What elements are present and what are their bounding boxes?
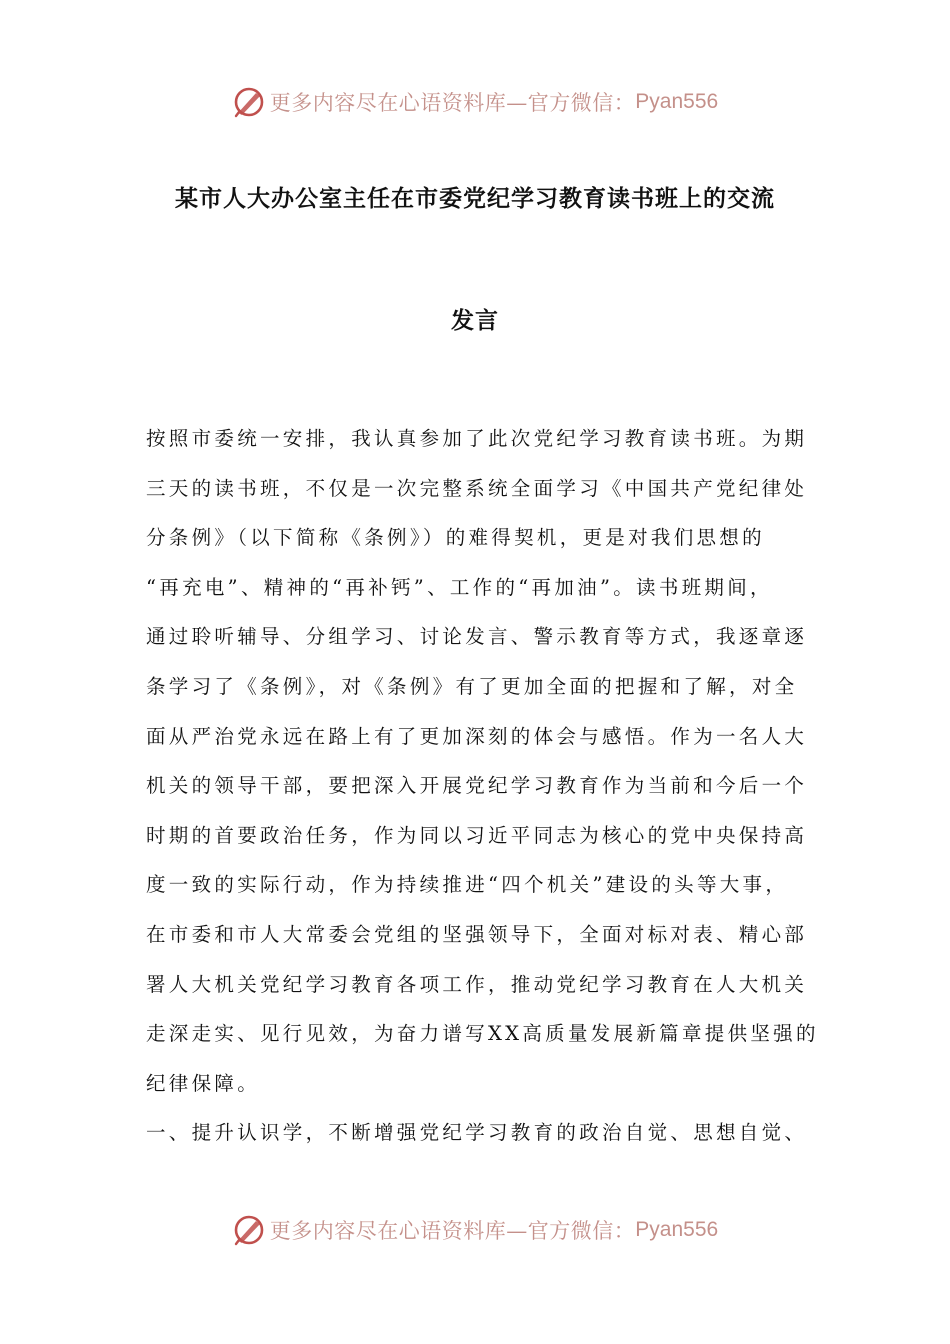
- body-line: 条学习了《条例》，对《条例》有了更加全面的把握和了解，对全: [146, 674, 798, 698]
- body-line: 署人大机关党纪学习教育各项工作，推动党纪学习教育在人大机关: [146, 972, 808, 996]
- body-line: 通过聆听辅导、分组学习、讨论发言、警示教育等方式，我逐章逐: [146, 625, 808, 649]
- body-line: 按照市委统一安排，我认真参加了此次党纪学习教育读书班。为期: [146, 427, 808, 450]
- body-line: 时期的首要政治任务，作为同以习近平同志为核心的党中央保持高: [146, 823, 808, 847]
- pen-logo-icon: [232, 1213, 266, 1247]
- document-title-continued: 发言: [451, 307, 499, 334]
- watermark-id: Pyan556: [635, 90, 719, 113]
- watermark-text: 更多内容尽在心语资料库—官方微信：: [269, 91, 636, 115]
- body-line: 面从严治党永远在路上有了更加深刻的体会与感悟。作为一名人大: [146, 724, 808, 748]
- body-line: “再充电”、精神的“再补钙”、工作的“再加油”。读书班期间，: [146, 575, 773, 599]
- body-line: 三天的读书班，不仅是一次完整系统全面学习《中国共产党纪律处: [146, 476, 808, 500]
- watermark-id: Pyan556: [635, 1218, 719, 1241]
- body-line: 走深走实、见行见效，为奋力谱写XX高质量发展新篇章提供坚强的: [146, 1022, 819, 1046]
- body-line: 纪律保障。: [146, 1071, 261, 1095]
- document-title: 某市人大办公室主任在市委党纪学习教育读书班上的交流: [175, 185, 775, 212]
- body-line: 度一致的实际行动，作为持续推进“四个机关”建设的头等大事，: [146, 873, 789, 897]
- document-body: [146, 414, 819, 1158]
- watermark-banner-top: [0, 82, 950, 122]
- pen-logo-icon: [232, 85, 266, 119]
- body-line: 分条例》（以下简称《条例》）的难得契机，更是对我们思想的: [146, 526, 765, 550]
- watermark-text: 更多内容尽在心语资料库—官方微信：: [269, 1219, 636, 1243]
- section-heading: 一、提升认识学，不断增强党纪学习教育的政治自觉、思想自觉、: [146, 1121, 808, 1145]
- body-line: 在市委和市人大常委会党组的坚强领导下，全面对标对表、精心部: [146, 922, 808, 946]
- body-line: 机关的领导干部，要把深入开展党纪学习教育作为当前和今后一个: [146, 774, 808, 798]
- watermark-banner-bottom: [0, 1210, 950, 1250]
